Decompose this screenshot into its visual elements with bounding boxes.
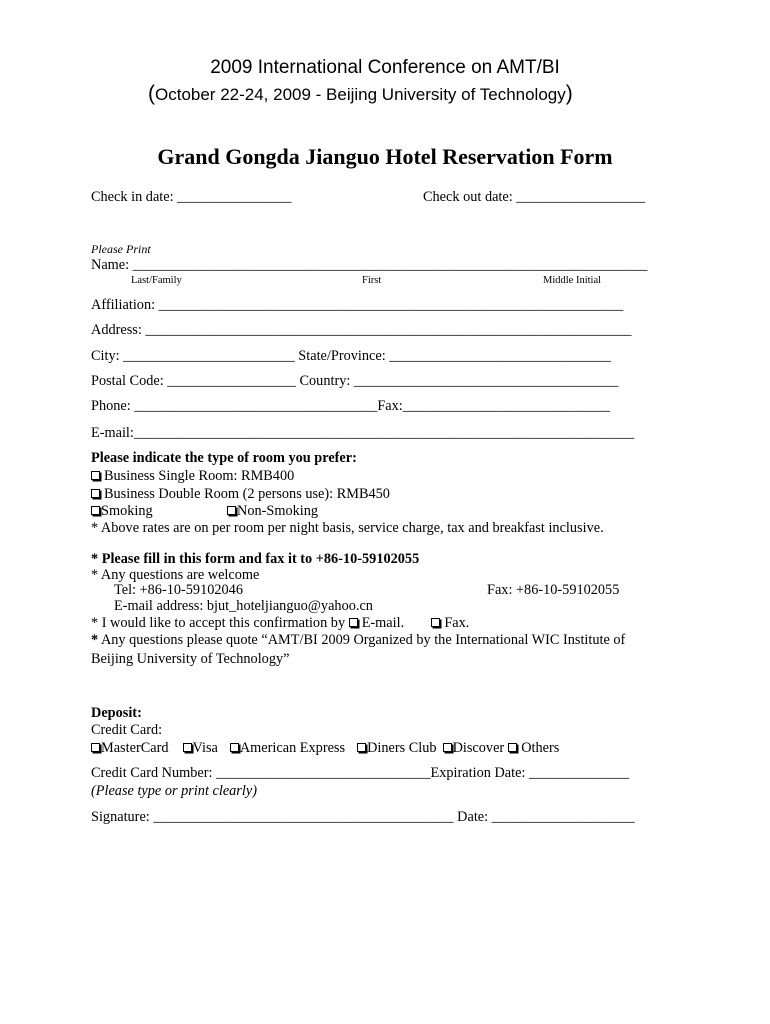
- postal-country-field[interactable]: Postal Code: __________________ Country: _____________________________________: [91, 373, 619, 389]
- non-smoking-option[interactable]: Non-Smoking: [227, 503, 318, 520]
- hotel-fax: Fax: +86-10-59102055: [487, 582, 620, 598]
- form-title: Grand Gongda Jianguo Hotel Reservation Form: [157, 144, 613, 169]
- checkbox-icon[interactable]: [183, 743, 192, 752]
- address-field[interactable]: Address: ____________________________________________________________________: [91, 322, 632, 338]
- card-option-others[interactable]: Others: [508, 740, 559, 756]
- check-in-field[interactable]: Check in date: ________________: [91, 189, 292, 205]
- name-sub-middle: Middle Initial: [543, 275, 602, 286]
- checkbox-icon[interactable]: [91, 489, 100, 498]
- room-single-option[interactable]: Business Single Room: RMB400: [91, 468, 294, 485]
- card-option-visa[interactable]: Visa: [183, 740, 218, 756]
- conference-title: 2009 International Conference on AMT/BI: [210, 57, 560, 78]
- city-state-field[interactable]: City: ________________________ State/Province: _______________________________: [91, 348, 611, 364]
- fax-instruction: * Please fill in this form and fax it to +86-10-59102055: [91, 551, 420, 567]
- deposit-heading: Deposit:: [91, 705, 142, 721]
- checkbox-icon[interactable]: [227, 506, 236, 515]
- rates-note: * Above rates are on per room per night basis, service charge, tax and breakfast inclusive.: [91, 520, 604, 536]
- quote-note-line1: * Any questions please quote “AMT/BI 2009 Organized by the International WIC Institute of: [91, 632, 626, 648]
- checkbox-icon[interactable]: [443, 743, 452, 752]
- room-double-option[interactable]: Business Double Room (2 persons use): RMB450: [91, 486, 390, 503]
- name-field[interactable]: Name: ________________________________________________________________________: [91, 257, 648, 273]
- checkbox-icon[interactable]: [357, 743, 366, 752]
- checkbox-icon[interactable]: [349, 618, 358, 627]
- quote-note-line2: Beijing University of Technology”: [91, 651, 290, 667]
- smoking-option[interactable]: Smoking: [91, 503, 153, 520]
- checkbox-icon[interactable]: [431, 618, 440, 627]
- phone-fax-field[interactable]: Phone: __________________________________Fax:_____________________________: [91, 398, 611, 414]
- credit-card-label: Credit Card:: [91, 722, 163, 738]
- checkbox-icon[interactable]: [91, 471, 100, 480]
- card-option-amex[interactable]: American Express: [230, 740, 345, 756]
- confirm-email-option[interactable]: E-mail.: [349, 615, 404, 631]
- name-sub-last: Last/Family: [131, 275, 182, 286]
- card-number-field[interactable]: Credit Card Number: ______________________________Expiration Date: ______________: [91, 765, 630, 781]
- questions-welcome: * Any questions are welcome: [91, 567, 260, 583]
- confirmation-preference: * I would like to accept this confirmation by E-mail. Fax.: [91, 615, 470, 631]
- checkbox-icon[interactable]: [91, 506, 100, 515]
- name-sub-first: First: [362, 275, 382, 286]
- conference-dates: (October 22-24, 2009 - Beijing University of Technology): [148, 82, 573, 105]
- email-field[interactable]: E-mail:______________________________________________________________________: [91, 425, 635, 441]
- check-out-field[interactable]: Check out date: __________________: [423, 189, 645, 205]
- print-clearly-note: (Please type or print clearly): [91, 783, 257, 799]
- affiliation-field[interactable]: Affiliation: _________________________________________________________________: [91, 297, 624, 313]
- room-heading: Please indicate the type of room you prefer:: [91, 450, 357, 466]
- hotel-email: E-mail address: bjut_hoteljianguo@yahoo.cn: [114, 598, 373, 614]
- card-option-mastercard[interactable]: MasterCard: [91, 740, 169, 756]
- checkbox-icon[interactable]: [91, 743, 100, 752]
- signature-date-field[interactable]: Signature: __________________________________________ Date: ____________________: [91, 809, 635, 825]
- card-option-diners[interactable]: Diners Club: [357, 740, 437, 756]
- confirm-fax-option[interactable]: Fax.: [431, 615, 469, 631]
- checkbox-icon[interactable]: [508, 743, 517, 752]
- checkbox-icon[interactable]: [230, 743, 239, 752]
- hotel-tel: Tel: +86-10-59102046: [114, 582, 243, 598]
- card-type-options: [91, 740, 559, 757]
- please-print-label: Please Print: [91, 242, 151, 256]
- card-option-discover[interactable]: Discover: [443, 740, 505, 756]
